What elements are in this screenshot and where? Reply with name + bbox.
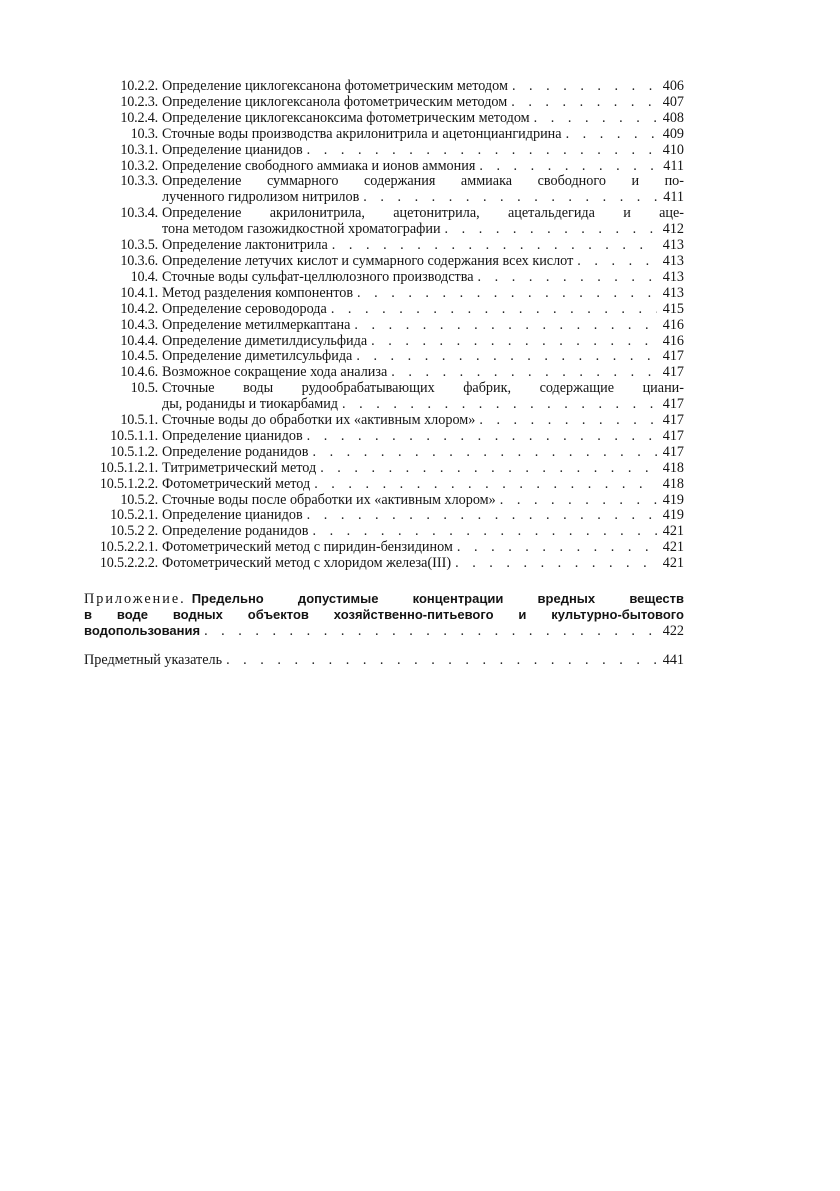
leader-dots <box>338 397 657 413</box>
toc-entry-page: 416 <box>662 332 684 349</box>
toc-entry-page: 413 <box>662 237 684 254</box>
toc-entry-title: Сточные воды производства акрилонитрила и ацетонциангидрина <box>162 125 562 142</box>
leader-dots <box>496 493 657 509</box>
toc-entry-title: лученного гидролизом нитрилов <box>162 189 360 206</box>
appendix-entry[interactable] <box>84 591 684 639</box>
toc-entry-title: Определение летучих кислот и суммарного содержания всех кислот <box>162 252 574 269</box>
toc-entry-number: 10.4.6. <box>120 364 158 381</box>
toc-entry[interactable] <box>84 413 684 429</box>
toc-entry-title: Возможное сокращение хода анализа <box>162 364 388 381</box>
toc-entry-page: 417 <box>662 348 684 365</box>
toc-entry[interactable] <box>84 174 684 206</box>
toc-entry[interactable] <box>84 127 684 143</box>
toc-entry-title: Определение цианидов <box>162 141 303 158</box>
toc-entry[interactable] <box>84 79 684 95</box>
toc-entry-title: Определение свободного аммиака и ионов аммония <box>162 157 476 174</box>
toc-entry-page: 408 <box>662 109 684 126</box>
toc-entry-number: 10.5.2.2.2. <box>99 555 158 572</box>
toc-entry-number: 10.4.1. <box>120 284 158 301</box>
leader-dots <box>562 127 657 143</box>
toc-entry-title: Определение цианидов <box>162 427 303 444</box>
toc-entry-page: 417 <box>662 412 684 429</box>
leader-dots <box>451 556 657 572</box>
appendix-title-line-2: в воде водных объектов хозяйственно-питьевого и культурно-бытового <box>84 607 684 622</box>
toc-entry-title: ды, роданиды и тиокарбамид <box>162 396 339 413</box>
leader-dots <box>352 349 657 365</box>
toc-entry-page: 412 <box>662 221 684 238</box>
toc-entry-page: 418 <box>662 459 684 476</box>
toc-entry-page: 417 <box>662 427 684 444</box>
toc-entry-number: 10.3.6. <box>120 252 158 269</box>
toc-entry-title: Фотометрический метод <box>162 475 311 492</box>
toc-entry[interactable] <box>84 238 684 254</box>
toc-entry[interactable] <box>84 206 684 238</box>
toc-entry[interactable] <box>84 302 684 318</box>
leader-dots <box>573 254 657 270</box>
leader-dots <box>387 365 657 381</box>
toc-entry-number: 10.5. <box>130 380 158 397</box>
toc-entry[interactable] <box>84 159 684 175</box>
toc-entry-number: 10.5.2 2. <box>110 523 158 540</box>
leader-dots <box>508 79 657 95</box>
toc-entry-number: 10.3. <box>130 125 158 142</box>
toc-entry-number: 10.5.1. <box>120 412 158 429</box>
toc-entry-title: Определение циклогексанона фотометрическим методом <box>162 78 508 94</box>
toc-entry-page: 419 <box>662 507 684 524</box>
toc-entry[interactable] <box>84 493 684 509</box>
leader-dots <box>308 524 657 540</box>
toc-entry[interactable] <box>84 429 684 445</box>
toc-entry-title: Сточные воды после обработки их «активным хлором» <box>162 491 496 508</box>
toc-entry-title: Сточные воды до обработки их «активным хлором» <box>162 412 476 429</box>
toc-entry-page: 417 <box>662 443 684 460</box>
toc-entry-number: 10.5.2. <box>120 491 158 508</box>
leader-dots <box>200 623 657 639</box>
toc-entry-number: 10.4.5. <box>120 348 158 365</box>
toc-entry-page: 418 <box>662 475 684 492</box>
appendix-prefix: Приложение. <box>84 591 186 607</box>
toc-entry-title: Фотометрический метод с хлоридом железа(III) <box>162 555 452 572</box>
toc-entry-title: Определение диметилсульфида <box>162 348 353 365</box>
toc-entry[interactable] <box>84 365 684 381</box>
toc-entry-page: 411 <box>663 157 684 174</box>
toc-entry-title: Определение лактонитрила <box>162 237 328 254</box>
toc-entry-page: 419 <box>662 491 684 508</box>
toc-entry-number: 10.4.4. <box>120 332 158 349</box>
toc-entry-page: 413 <box>662 284 684 301</box>
toc-entry-page: 421 <box>662 539 684 556</box>
toc-entry-number: 10.3.1. <box>120 141 158 158</box>
leader-dots <box>453 540 657 556</box>
leader-dots <box>310 477 657 493</box>
toc-entry-number: 10.3.3. <box>120 173 158 190</box>
toc-entry-title: тона методом газожидкостной хроматографии <box>162 221 441 238</box>
toc-entry-page: 411 <box>663 189 684 206</box>
toc-entry-page: 410 <box>662 141 684 158</box>
toc-entry[interactable] <box>84 270 684 286</box>
toc-entry[interactable] <box>84 111 684 127</box>
toc-entry[interactable] <box>84 508 684 524</box>
subject-index-page: 441 <box>662 652 684 668</box>
toc-entry-page: 421 <box>662 523 684 540</box>
toc-entry-page: 421 <box>662 555 684 572</box>
toc-entry-number: 10.4. <box>130 268 158 285</box>
toc-entry[interactable] <box>84 349 684 365</box>
leader-dots <box>475 159 657 175</box>
leader-dots <box>507 95 657 111</box>
leader-dots <box>441 222 657 238</box>
toc-entry[interactable] <box>84 143 684 159</box>
toc-entry[interactable] <box>84 318 684 334</box>
toc-entry-title-line: Определение акрилонитрила, ацетонитрила, ацетальдегида и аце- <box>162 205 684 222</box>
toc-entry-number: 10.3.4. <box>120 205 158 222</box>
appendix-page: 422 <box>662 623 684 639</box>
leader-dots <box>328 238 657 254</box>
appendix-title-line-1: Предельно допустимые концентрации вредных веществ <box>191 591 684 606</box>
toc-entry-page: 407 <box>662 93 684 110</box>
toc-entry-title: Фотометрический метод с пиридин-бензидином <box>162 539 453 556</box>
toc-entry[interactable] <box>84 95 684 111</box>
leader-dots <box>350 318 657 334</box>
toc-entry-title: Определение сероводорода <box>162 300 327 317</box>
toc-entry-number: 10.5.1.2.1. <box>99 459 158 476</box>
toc-entry-title: Титриметрический метод <box>162 459 317 476</box>
leader-dots <box>327 302 657 318</box>
toc-entry-title: Определение метилмеркаптана <box>162 316 351 333</box>
toc-entry[interactable] <box>84 334 684 350</box>
leader-dots <box>303 508 657 524</box>
appendix-title-line-3: водопользования <box>84 623 201 638</box>
leader-dots <box>474 270 657 286</box>
toc-entry[interactable] <box>84 556 684 572</box>
toc-entry-title: Метод разделения компонентов <box>162 284 354 301</box>
toc-entry[interactable] <box>84 524 684 540</box>
toc-entry-number: 10.4.2. <box>120 300 158 317</box>
toc-entry-number: 10.4.3. <box>120 316 158 333</box>
toc-entry-number: 10.2.3. <box>120 93 158 110</box>
toc-entry-title: Определение циклогексаноксима фотометрическим методом <box>162 109 530 126</box>
toc-entry-number: 10.3.2. <box>120 157 158 174</box>
toc-entry-page: 416 <box>662 316 684 333</box>
toc-entry-number: 10.2.2. <box>120 78 158 94</box>
toc-entry-title-line: Сточные воды рудообрабатывающих фабрик, содержащие циани- <box>162 380 684 397</box>
toc-entry-number: 10.5.1.1. <box>110 427 158 444</box>
toc-entry-page: 406 <box>662 78 684 94</box>
toc-entry[interactable] <box>84 381 684 413</box>
toc-entry-page: 413 <box>662 268 684 285</box>
toc-entry-number: 10.5.1.2. <box>110 443 158 460</box>
table-of-contents <box>84 79 684 572</box>
toc-entry[interactable] <box>84 286 684 302</box>
toc-entry-title: Определение циклогексанола фотометрическим методом <box>162 93 508 110</box>
leader-dots <box>316 461 657 477</box>
toc-entry[interactable] <box>84 477 684 493</box>
toc-entry-title: Определение роданидов <box>162 443 309 460</box>
toc-entry[interactable] <box>84 445 684 461</box>
toc-entry-page: 409 <box>662 125 684 142</box>
leader-dots <box>303 429 657 445</box>
toc-entry[interactable] <box>84 254 684 270</box>
leader-dots <box>308 445 657 461</box>
toc-entry-title: Определение цианидов <box>162 507 303 524</box>
toc-entry-number: 10.2.4. <box>120 109 158 126</box>
toc-entry[interactable] <box>84 461 684 477</box>
toc-entry-page: 417 <box>662 396 684 413</box>
toc-entry[interactable] <box>84 540 684 556</box>
toc-entry-number: 10.5.1.2.2. <box>99 475 158 492</box>
leader-dots <box>222 652 657 668</box>
subject-index-entry[interactable] <box>84 652 684 668</box>
leader-dots <box>353 286 657 302</box>
toc-entry-number: 10.3.5. <box>120 237 158 254</box>
leader-dots <box>530 111 657 127</box>
toc-entry-title: Определение диметилдисульфида <box>162 332 368 349</box>
toc-entry-number: 10.5.2.1. <box>110 507 158 524</box>
toc-entry-page: 413 <box>662 252 684 269</box>
leader-dots <box>359 190 657 206</box>
toc-entry-title-line: Определение суммарного содержания аммиака свободного и по- <box>162 173 684 190</box>
toc-entry-title: Сточные воды сульфат-целлюлозного производства <box>162 268 474 285</box>
subject-index-label: Предметный указатель <box>84 652 223 668</box>
toc-entry-page: 415 <box>662 300 684 317</box>
leader-dots <box>475 413 657 429</box>
leader-dots <box>303 143 657 159</box>
toc-entry-page: 417 <box>662 364 684 381</box>
leader-dots <box>367 334 657 350</box>
toc-entry-title: Определение роданидов <box>162 523 309 540</box>
toc-entry-number: 10.5.2.2.1. <box>99 539 158 556</box>
